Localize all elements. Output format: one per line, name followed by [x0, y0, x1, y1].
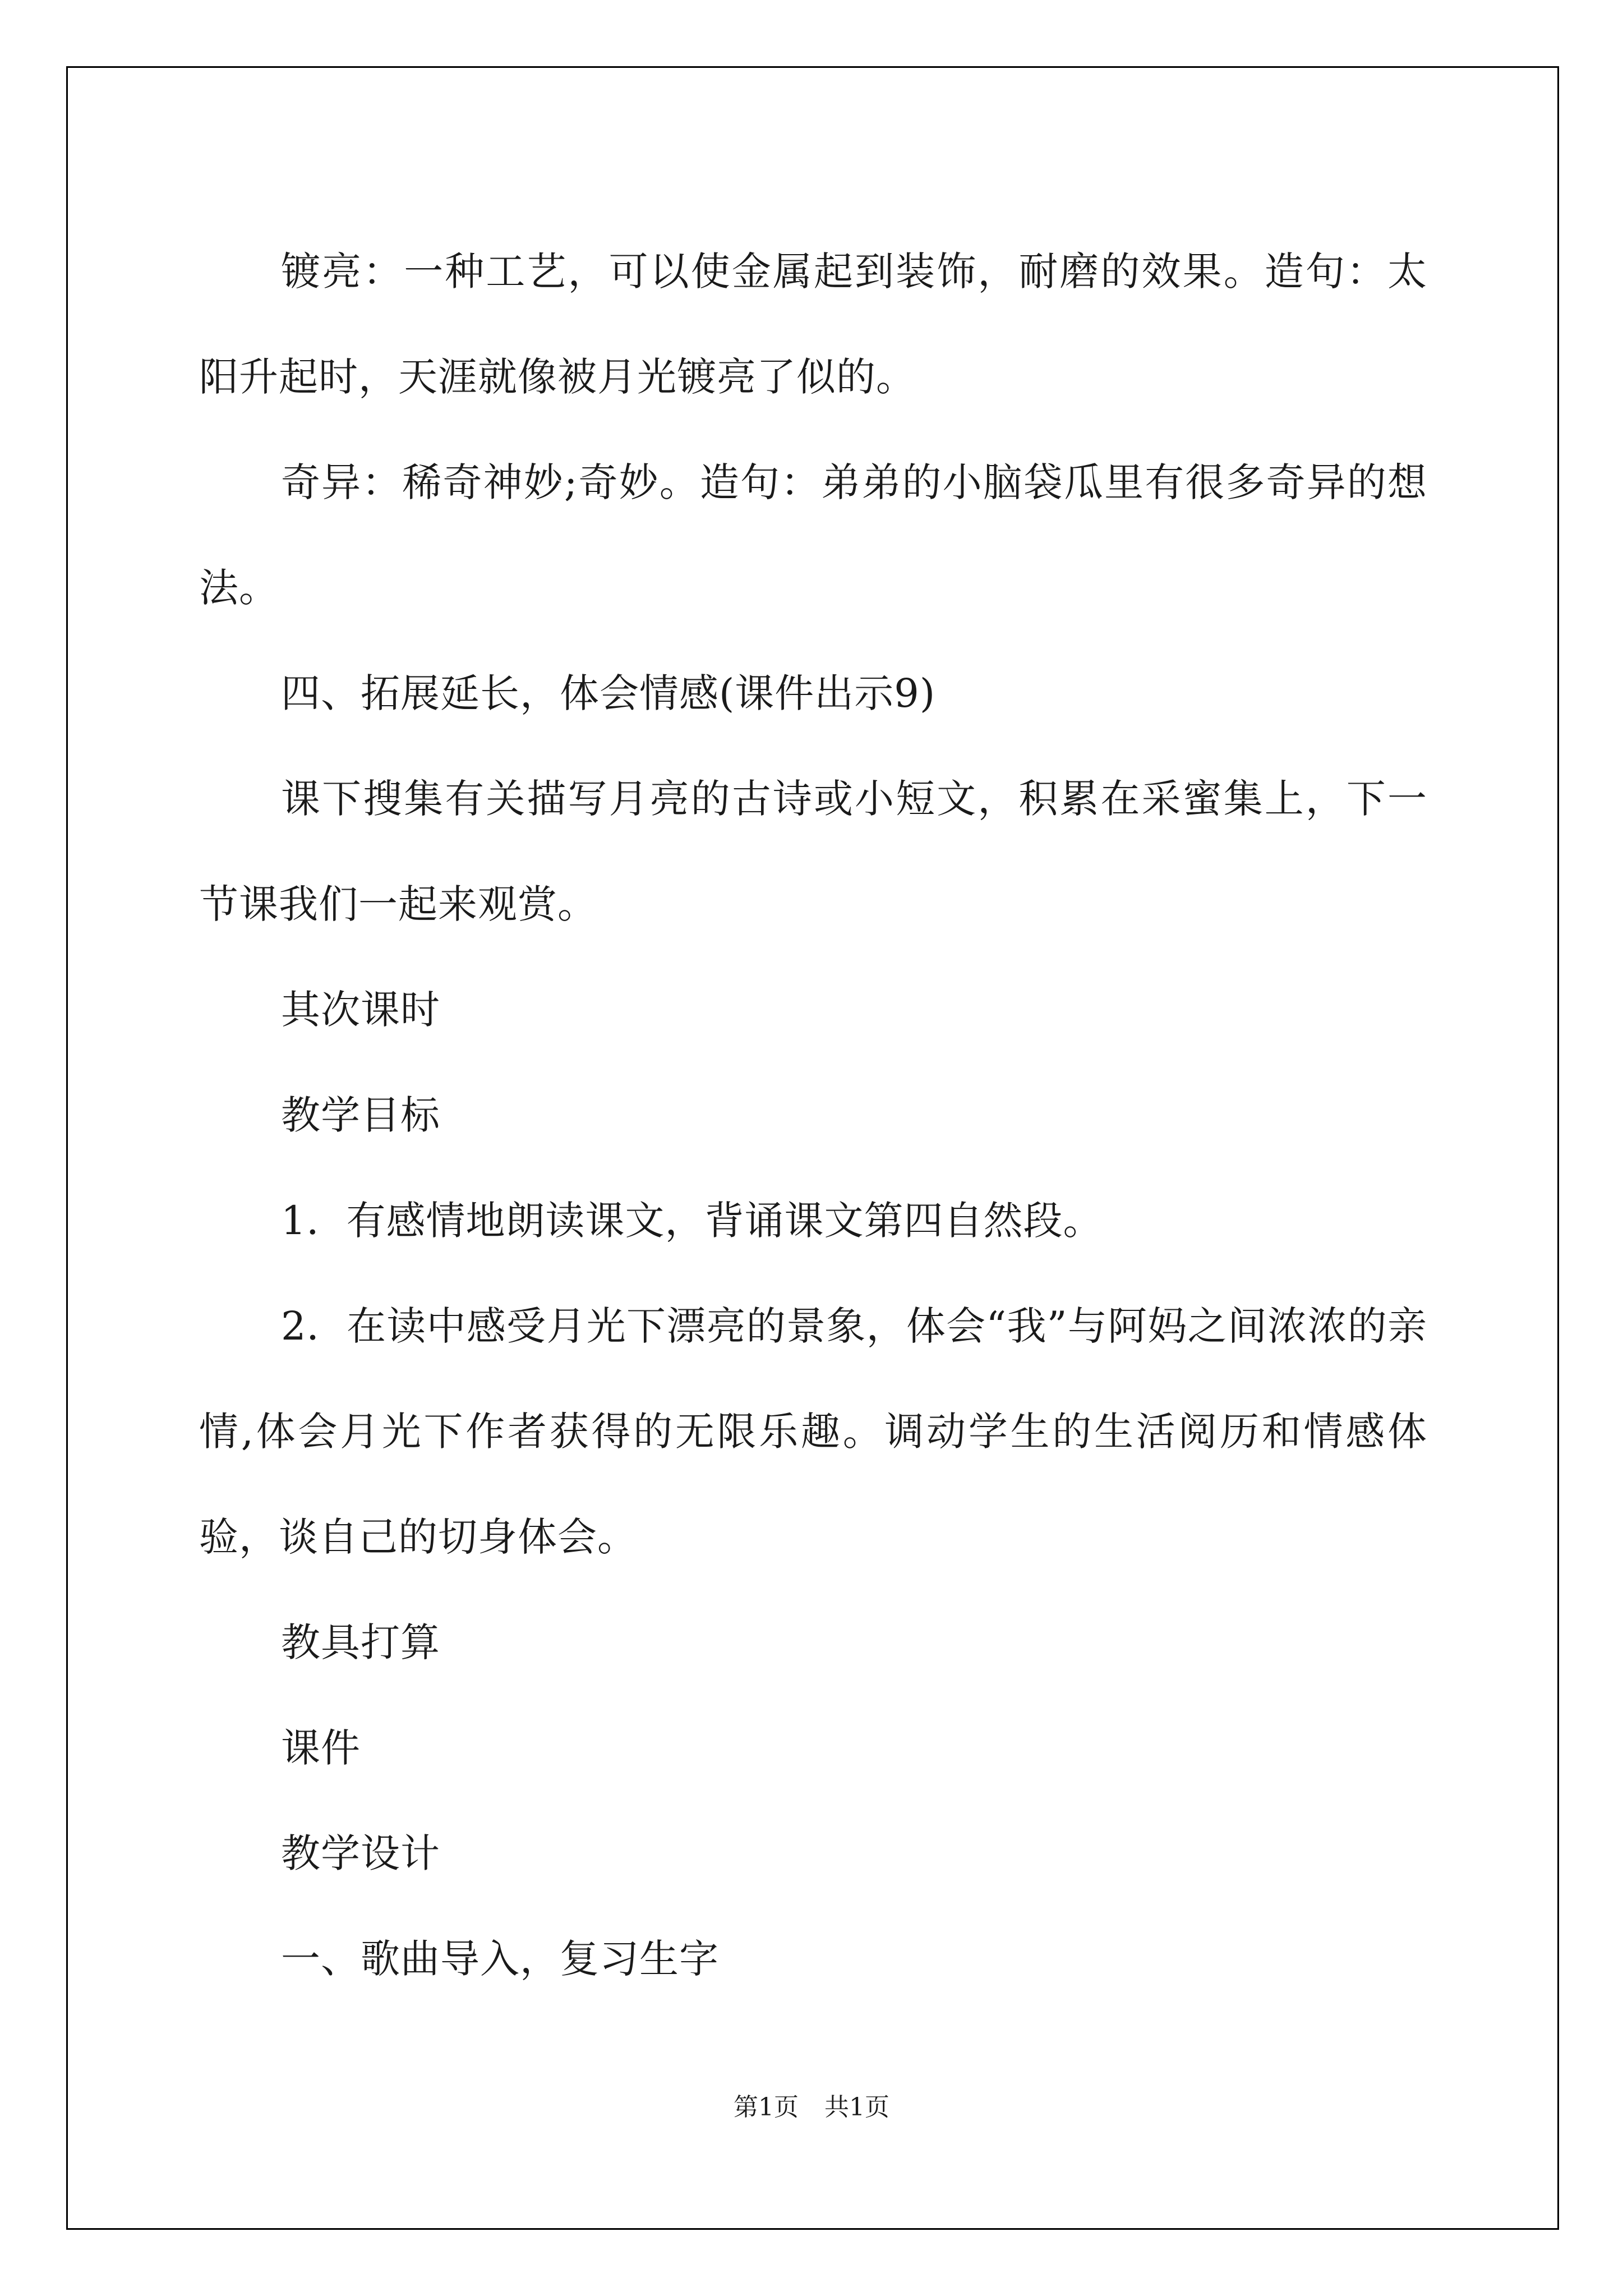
document-body: [199, 219, 1427, 2012]
list-item-goal-1: 1．有感情地朗读课文，背诵课文第四自然段。: [281, 1198, 1103, 1244]
page-number-current: 第1页: [734, 2093, 799, 2122]
list-item-goal-2: 2．在读中感受月光下漂亮的景象，体会“我”与阿妈之间浓浓的亲情,体会月光下作者获得的无限乐趣。调动学生的生活阅历和情感体验，谈自己的切身体会。: [199, 1303, 1427, 1560]
section-heading-second-lesson: 其次课时: [281, 987, 440, 1033]
section-heading-teaching-aids: 教具打算: [281, 1619, 440, 1665]
section-heading-song-intro: 一、歌曲导入，复习生字: [281, 1936, 719, 1982]
page-footer: [0, 2091, 1623, 2124]
paragraph-courseware: 课件: [281, 1725, 361, 1771]
section-heading-teaching-design: 教学设计: [281, 1830, 440, 1876]
paragraph-gilding-definition: 镀亮：一种工艺，可以使金属起到装饰，耐磨的效果。造句：太阳升起时，天涯就像被月光镀亮了似的。: [199, 249, 1427, 400]
paragraph-strange-definition: 奇异：稀奇神妙;奇妙。造句：弟弟的小脑袋瓜里有很多奇异的想法。: [199, 459, 1427, 611]
page-number-total: 共1页: [824, 2093, 889, 2122]
section-heading-teaching-goals: 教学目标: [281, 1092, 440, 1138]
section-heading-extension: 四、拓展延长，体会情感(课件出示9): [281, 670, 936, 716]
paragraph-homework: 课下搜集有关描写月亮的古诗或小短文，积累在采蜜集上，下一节课我们一起来观赏。: [199, 776, 1427, 927]
